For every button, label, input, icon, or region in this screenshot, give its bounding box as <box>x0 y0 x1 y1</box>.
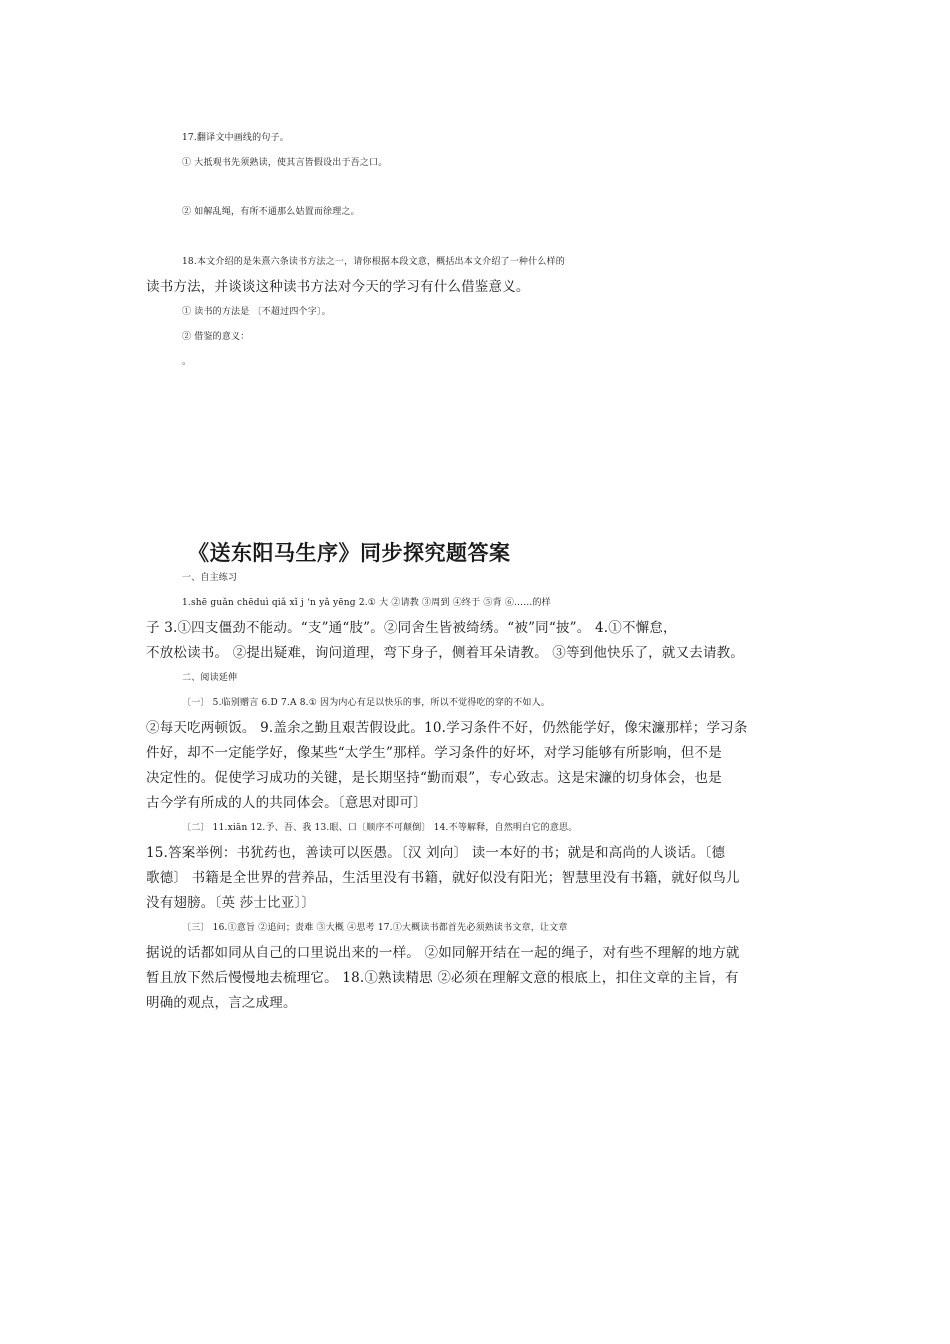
answer-paragraph-line: 15.答案举例：书犹药也，善读可以医愚。〔汉 刘向〕 读一本好的书；就是和高尚的人谈话。〔德 <box>146 845 726 861</box>
answer-paragraph-line: 没有翅膀。〔英 莎士比亚〕〕 <box>146 895 316 911</box>
answer-paragraph-line: 暂且放下然后慢慢地去梳理它。 18.①熟读精思 ②必须在理解文意的根底上，扣住文章的主旨，有 <box>146 970 739 986</box>
answer-paragraph-line: 决定性的。促使学习成功的关键，是长期坚持“勤而艰”，专心致志。这是宋濂的切身体会，也是 <box>146 770 722 786</box>
q18-line-1: 18.本文介绍的是朱熹六条读书方法之一，请你根据本段文意，概括出本文介绍了一种什么样的 <box>182 257 565 267</box>
answer-paragraph-line: 〔三〕 16.①意旨 ②追问；责难 ③大概 ④思考 17.①大概读书都首先必须熟读书文章，让文章 <box>182 923 568 933</box>
answer-paragraph-line: 不放松读书。 ②提出疑难，询问道理，弯下身子，侧着耳朵请教。 ③等到他快乐了，就又去请教。 <box>146 645 745 661</box>
q18-answer-2: ② 借鉴的意义： <box>182 332 250 342</box>
section-2-heading: 二、阅读延伸 <box>182 673 238 683</box>
answer-paragraph-line: 〔一〕 5.临别赠言 6.D 7.A 8.① 因为内心有足以快乐的事，所以不觉得吃的穿的不如人。 <box>182 698 551 708</box>
answer-paragraph-line: ②每天吃两顿饭。 9.盖余之勤且艰苦假设此。10.学习条件不好，仍然能学好，像宋濂那样；学习条 <box>146 720 748 736</box>
q18-answer-1: ① 读书的方法是 〔不超过四个字〕。 <box>182 307 331 317</box>
q18-answer-3: 。 <box>182 357 192 367</box>
answers-title: 《送东阳马生序》同步探究题答案 <box>188 541 511 565</box>
answer-paragraph-line: 古今学有所成的人的共同体会。〔意思对即可〕 <box>146 795 427 811</box>
q17-sentence-2: ② 如解乱绳，有所不通那么姑置而徐理之。 <box>182 207 360 217</box>
answer-paragraph-line: 子 3.①四支僵劲不能动。“支”通“肢”。②同舍生皆被绮绣。“被”同“披”。 4.①不懈怠， <box>146 620 677 636</box>
q18-line-2: 读书方法，并谈谈这种读书方法对今天的学习有什么借鉴意义。 <box>146 279 530 295</box>
answer-paragraph-line: 1.shē guǎn chēduì qiǎ xǐ j ‘n yǎ yēng 2.① 大 ②请教 ③周到 ④终于 ⑤背 ⑥……的样 <box>182 598 551 608</box>
answer-paragraph-line: 件好，却不一定能学好，像某些“太学生”那样。学习条件的好坏，对学习能够有所影响，但不是 <box>146 745 722 761</box>
answer-paragraph-line: 歌德〕 书籍是全世界的营养品，生活里没有书籍，就好似没有阳光；智慧里没有书籍，就好似鸟儿 <box>146 870 740 886</box>
q17-sentence-1: ① 大抵观书先须熟读，使其言皆假设出于吾之口。 <box>182 158 388 168</box>
answer-paragraph-line: 据说的话都如同从自己的口里说出来的一样。 ②如同解开结在一起的绳子，对有些不理解的地方就 <box>146 945 740 961</box>
q17-heading: 17.翻译文中画线的句子。 <box>182 133 289 143</box>
answer-paragraph-line: 〔二〕 11.xiān 12.予、吾、我 13.眼、口〔顺序不可颠倒〕 14.不等解释，自然明白它的意思。 <box>182 823 578 833</box>
answer-paragraph-line: 明确的观点，言之成理。 <box>146 995 297 1011</box>
section-1-heading: 一、自主练习 <box>182 573 238 583</box>
